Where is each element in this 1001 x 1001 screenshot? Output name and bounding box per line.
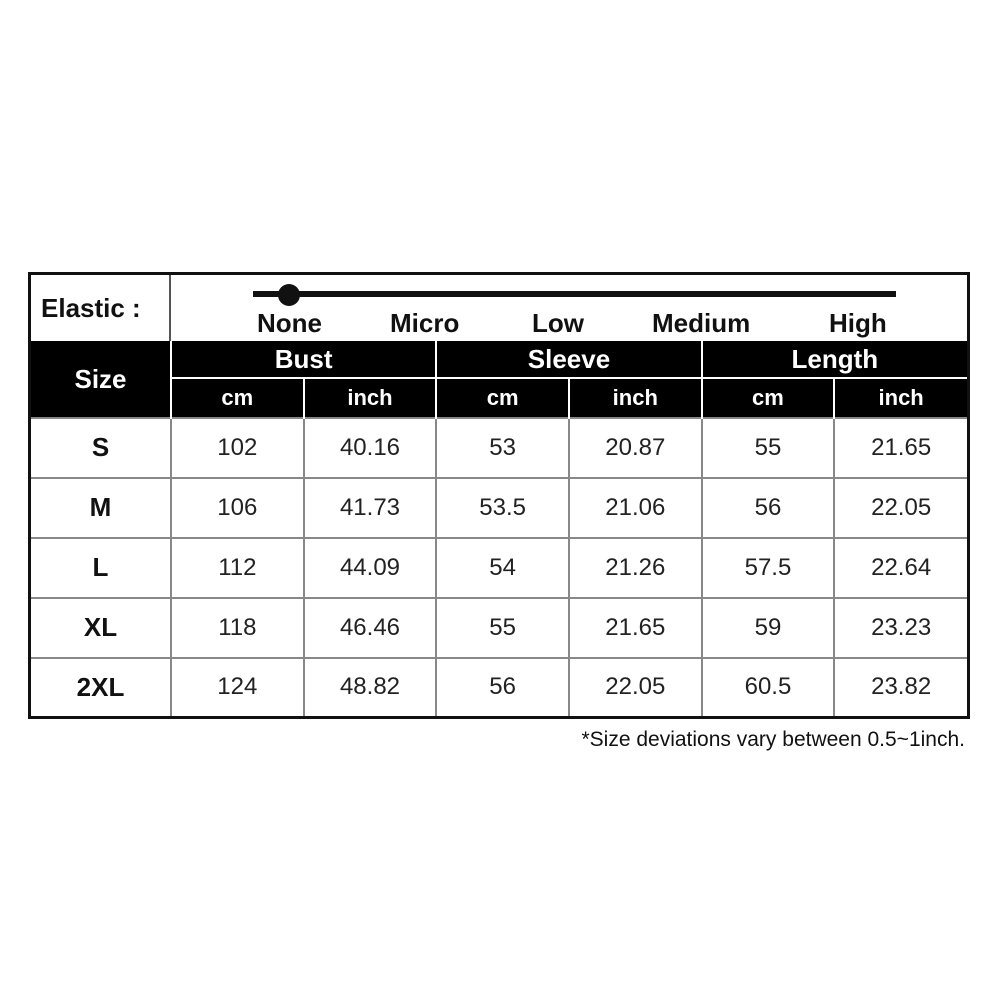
table-cell: 53.5 [436,478,569,538]
table-cell: 40.16 [304,418,437,478]
elastic-level-high: High [829,308,887,338]
table-cell: 21.65 [569,598,702,658]
table-cell: 23.23 [834,598,967,658]
table-cell: 112 [171,538,304,598]
table-cell: 124 [171,658,304,716]
size-column-header: Size [31,341,171,418]
size-table-wrapper [31,341,967,716]
elastic-level-low: Low [532,308,584,338]
elastic-scale-row [31,275,967,341]
unit-header: inch [304,378,437,418]
size-deviation-note: *Size deviations vary between 0.5~1inch. [581,728,965,751]
table-cell: 102 [171,418,304,478]
table-cell: 56 [436,658,569,716]
table-cell: 60.5 [702,658,835,716]
table-cell: 48.82 [304,658,437,716]
table-cell: 118 [171,598,304,658]
unit-header: inch [569,378,702,418]
table-cell: 21.26 [569,538,702,598]
elastic-level-micro: Micro [390,308,460,338]
table-cell: 23.82 [834,658,967,716]
elastic-level-none: None [257,308,322,338]
size-cell: M [31,478,171,538]
size-chart [28,272,970,719]
unit-header: inch [834,378,967,418]
table-cell: 55 [436,598,569,658]
table-cell: 41.73 [304,478,437,538]
table-cell: 57.5 [702,538,835,598]
table-cell: 22.05 [834,478,967,538]
elastic-level-medium: Medium [652,308,751,338]
table-cell: 46.46 [304,598,437,658]
unit-header: cm [702,378,835,418]
size-cell: 2XL [31,658,171,716]
table-cell: 21.65 [834,418,967,478]
elastic-label: Elastic : [31,275,171,341]
size-table [31,341,967,716]
table-row [31,538,967,598]
table-row [31,418,967,478]
table-cell: 56 [702,478,835,538]
table-cell: 20.87 [569,418,702,478]
elastic-scale-track [253,291,896,297]
table-cell: 54 [436,538,569,598]
table-cell: 21.06 [569,478,702,538]
size-cell: S [31,418,171,478]
table-cell: 53 [436,418,569,478]
unit-header: cm [436,378,569,418]
table-cell: 22.64 [834,538,967,598]
table-cell: 55 [702,418,835,478]
bust-header: Bust [171,341,436,378]
table-cell: 59 [702,598,835,658]
table-row [31,658,967,716]
table-cell: 22.05 [569,658,702,716]
table-row [31,478,967,538]
table-cell: 44.09 [304,538,437,598]
sleeve-header: Sleeve [436,341,701,378]
unit-header: cm [171,378,304,418]
table-row [31,598,967,658]
length-header: Length [702,341,967,378]
size-cell: L [31,538,171,598]
size-cell: XL [31,598,171,658]
table-cell: 106 [171,478,304,538]
elastic-level-indicator [278,284,300,306]
